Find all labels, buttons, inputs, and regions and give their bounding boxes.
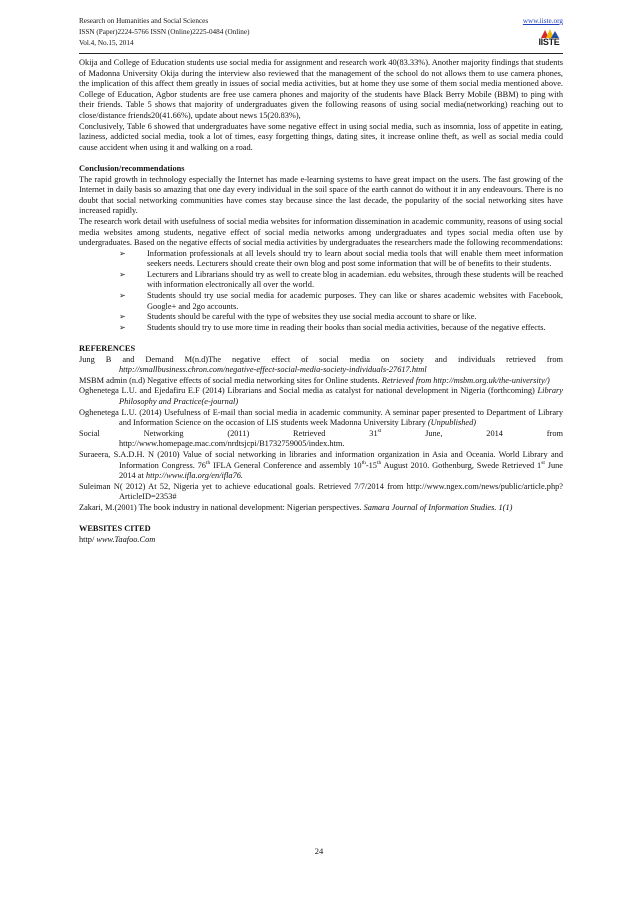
arrow-bullet-icon: ➢ (119, 248, 126, 258)
reference-jung: Jung B and Demand M(n.d)The negative effect of social media on society and individuals retrieved from http://smallbusiness.chron.com/negative-effect-social-media-society-individuals-27617.html (79, 354, 563, 375)
paragraph-findings: Okija and College of Education students use social media for assignment and research work 40(83.33%). Another majority findings that students of Madonna University Okija during the interview also reviewed that the management of the school do not allows them to use camera phones, the implication of this affect them greatly in issues of social media activities, but at home they use some of them social media mentioned above. College of Education, Agbor students are free use camera phones and majority of the students have Black Berry Mobile (BBM) to ping with their friends. Table 5 shows that majority of undergraduates given the following reasons of using social media(networking) reaching out to close/distance friends20(41.66%), update about news 15(20.83%), (79, 58, 563, 120)
website-cited: http/ www.Taafoo.Com (79, 534, 156, 544)
paragraph-research: The research work detail with usefulness of social media websites for information dissemination in academic community, reasons of using social media websites among students, negative effect of social media networks among undergraduates and types social media often use by undergraduates. Based on the negative effects of social media activities by undergraduates the researchers made the following recommendations: (79, 216, 563, 248)
volume-line: Vol.4, No.15, 2014 (79, 38, 134, 47)
arrow-bullet-icon: ➢ (119, 312, 126, 322)
paragraph-growth: The rapid growth in technology especially the Internet has made e-learning systems to have great impact on the users. The fast growing of the Internet in daily basis so amazing that one day every individual in the soil space of the earth cannot do without it in any endeavours. There is no doubt that social networking communities have comes stay because since the last decade, the popularity of the social networking sites have increased rapidly. (79, 174, 563, 216)
reference-zakari: Zakari, M.(2001) The book industry in national development: Nigerian perspectives. Samara Journal of Information Studies. 1(1) (79, 502, 513, 512)
reference-suleiman: Suleiman N( 2012) At 52, Nigeria yet to achieve educational goals. Retrieved 7/7/2014 from http://www.ngex.com/news/public/article.php?ArticleID=2353# (79, 481, 563, 502)
list-item: ➢ Students should try use social media for academic purposes. They can like or shares academic websites with Facebook, Google+ and 2go accounts. (119, 291, 563, 311)
list-item: ➢ Students should try to use more time in reading their books than social media activities, because of the negative effects. (119, 322, 546, 332)
reference-oghenetega-ejedafiru: Oghenetega L.U. and Ejedafiru E.F (2014) Librarians and Social media as catalyst for national development in Nigeria (forthcoming) Library Philosophy and Practice(e-journal) (79, 386, 563, 406)
page-body (79, 58, 563, 545)
page-number: 24 (314, 846, 324, 856)
logo-text: IISTE (538, 37, 560, 47)
recommendations-list (79, 249, 563, 334)
arrow-bullet-icon: ➢ (119, 269, 126, 279)
iiste-logo (536, 28, 562, 50)
reference-oghenetega: Oghenetega L.U. (2014) Usefulness of E-mail than social media in academic community. A seminar paper presented to Department of Library and Information Science on the occasion of LIS students week Madonna University Library (Unpublished) (79, 407, 563, 428)
issn-line: ISSN (Paper)2224-5766 ISSN (Online)2225-0484 (Online) (79, 27, 250, 36)
header-rule (79, 53, 563, 54)
journal-url-link[interactable]: www.iiste.org (522, 17, 563, 25)
journal-name: Research on Humanities and Social Sciences (79, 17, 209, 25)
reference-url: http://www.homepage.mac.com/nrdtsjcpi/B1732759005/index.htm. (119, 439, 345, 449)
reference-msbm: MSBM admin (n.d) Negative effects of social media networking sites for Online students. Retrieved from http://msbm.org.uk/the-university/) (79, 375, 550, 385)
paragraph-conclusively: Conclusively, Table 6 showed that undergraduates have some negative effect in using social media, such as insomnia, loss of appetite in eating, laziness, addicted social media, took a lot of times, easy forgetting things, dating sites, it increase online theft, as well as social media could cause accident when using it and walking on a road. (79, 121, 563, 152)
reference-social-networking: Social Networking (2011) Retrieved 31st June, 2014 from http://www.homepage.mac.com/nrdtsjcpi/B1732759005/index.htm. (79, 428, 563, 449)
list-item: ➢ Students should be careful with the type of websites they use social media account to share or like. (119, 312, 477, 322)
page-header (79, 16, 563, 48)
reference-url: http://smallbusiness.chron.com/negative-effect-social-media-society-individuals-27617.html (119, 365, 427, 375)
list-item: ➢ Lecturers and Librarians should try as well to create blog in academian. edu websites, through these students will be reached with information electronically all over the world. (119, 269, 563, 290)
websites-heading: WEBSITES CITED (79, 524, 151, 534)
conclusion-heading: Conclusion/recommendations (79, 163, 185, 173)
list-item: ➢ Information professionals at all levels should try to learn about social media tools that will enable them meet information seekers needs. Lecturers should create their own blog and post some information that will be of benefits to their students. (119, 248, 563, 269)
arrow-bullet-icon: ➢ (119, 291, 126, 301)
reference-suraeera: Suraeera, S.A.D.H. N (2010) Value of social networking in libraries and information organization in Asia and Oceania. World Library and Information Congress. 76th IFLA General Conference and assembly 10th-15th August 2010. Gothenburg, Swede Retrieved 1st June 2014 at http://www.ifla.org/en/ifla76. (79, 449, 564, 481)
reference-url: http://www.ifla.org/en/ifla76. (145, 471, 244, 481)
references-heading: REFERENCES (79, 344, 136, 354)
arrow-bullet-icon: ➢ (119, 322, 126, 332)
